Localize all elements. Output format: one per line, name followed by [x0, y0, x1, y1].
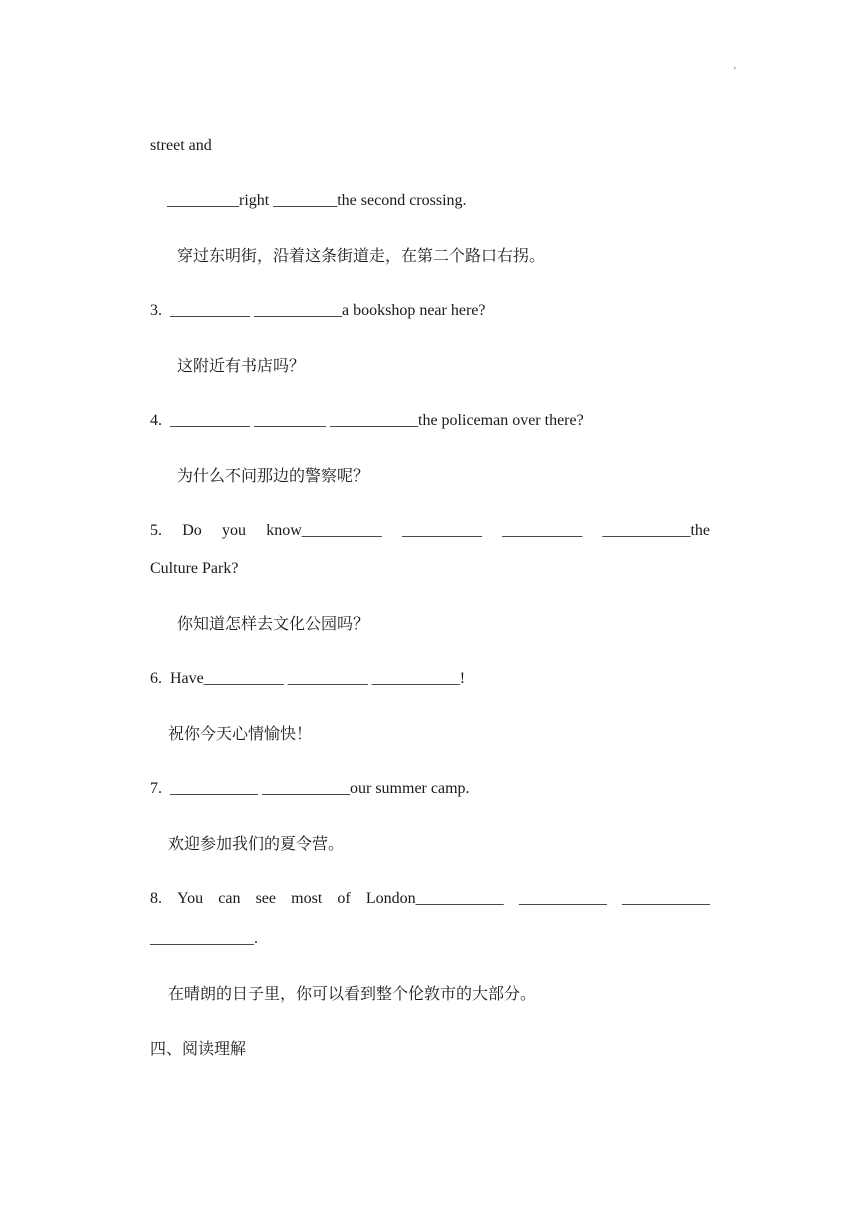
q5-word: Do [182, 522, 202, 539]
q8-word: most [291, 890, 323, 907]
q5-word: __________ [402, 522, 482, 539]
line-right-blank: _________right ________the second crossing. [167, 192, 467, 209]
translation-7: 欢迎参加我们的夏令营。 [168, 834, 345, 853]
question-8-line-1 [150, 889, 710, 909]
translation-8: 在晴朗的日子里，你可以看到整个伦敦市的大部分。 [168, 984, 537, 1003]
question-3: 3. __________ ___________a bookshop near here? [150, 302, 486, 319]
q8-word: ___________ [621, 890, 710, 907]
q8-word: can [218, 890, 241, 907]
q8-word: of [337, 890, 351, 907]
question-5-line-2: Culture Park? [150, 560, 239, 577]
translation-5: 你知道怎样去文化公园吗？ [177, 614, 370, 633]
q8-word: see [255, 890, 277, 907]
translation-3: 这附近有书店吗？ [177, 356, 306, 375]
q8-word: 8. [150, 890, 162, 907]
question-5-line-1 [150, 521, 710, 541]
q5-word: you [222, 522, 246, 539]
q8-word: ___________ [518, 890, 607, 907]
question-7: 7. ___________ ___________our summer camp. [150, 780, 470, 797]
page-corner-mark: ' [734, 66, 736, 77]
translation-6: 祝你今天心情愉快！ [168, 724, 313, 743]
q8-word: London___________ [365, 890, 504, 907]
q5-word: know__________ [266, 522, 382, 539]
section-heading-reading: 四、阅读理解 [150, 1039, 247, 1058]
q5-word: 5. [150, 522, 162, 539]
q5-word: __________ [502, 522, 583, 539]
q8-word: You [177, 890, 204, 907]
translation-2: 穿过东明街，沿着这条街道走，在第二个路口右拐。 [177, 246, 546, 265]
question-8-line-2: _____________. [150, 930, 258, 947]
q5-word: ___________the [602, 522, 710, 539]
translation-4: 为什么不问那边的警察呢？ [177, 466, 370, 485]
question-6: 6. Have__________ __________ ___________! [150, 670, 466, 687]
line-street-and: street and [150, 137, 212, 154]
question-4: 4. __________ _________ ___________the policeman over there? [150, 412, 584, 429]
